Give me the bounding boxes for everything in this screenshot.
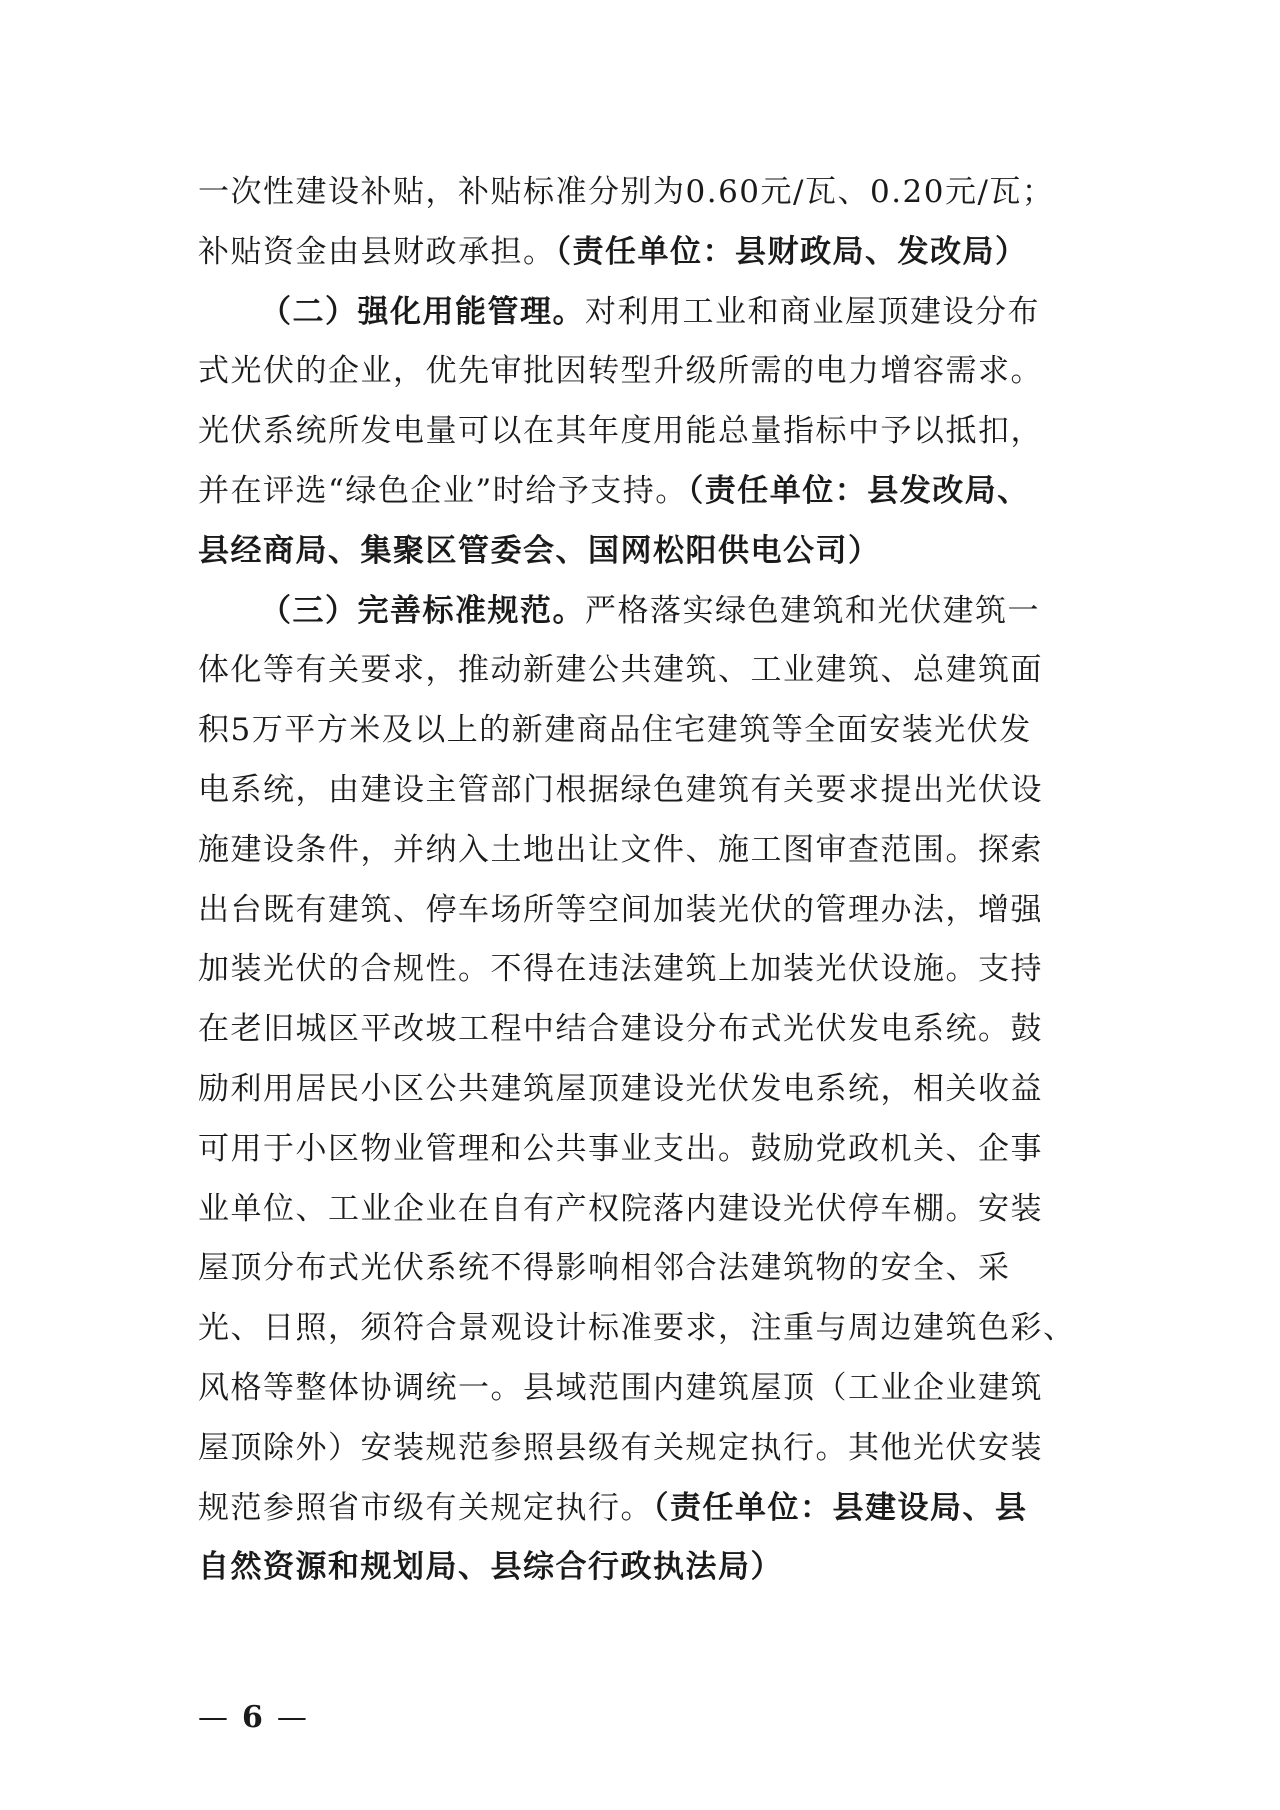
text-line: [198, 342, 1086, 402]
bold-text-segment: 县经商局、集聚区管委会、国网松阳供电公司）: [198, 532, 881, 569]
text-segment: 并在评选“绿色企业”时给予支持。: [198, 472, 688, 509]
text-segment: 加装光伏的合规性。不得在违法建筑上加装光伏设施。支持: [198, 951, 1043, 988]
text-segment: 出台既有建筑、停车场所等空间加装光伏的管理办法，增强: [198, 891, 1043, 928]
text-line: [198, 402, 1086, 462]
page-footer: [198, 1700, 307, 1735]
text-line: [198, 821, 1086, 881]
text-line: [198, 163, 1086, 223]
text-line: [198, 1239, 1086, 1299]
text-line: [198, 641, 1086, 701]
text-segment: 屋顶除外）安装规范参照县级有关规定执行。其他光伏安装: [198, 1429, 1043, 1466]
text-segment: 严格落实绿色建筑和光伏建筑一: [585, 592, 1040, 629]
text-line: [198, 462, 1086, 522]
text-line: [198, 761, 1086, 821]
bold-text-segment: 自然资源和规划局、县综合行政执法局）: [198, 1549, 783, 1586]
bold-text-segment: （责任单位：县建设局、县: [653, 1489, 1028, 1526]
bold-text-segment: （三）完善标准规范。: [260, 592, 585, 629]
text-line: [198, 1479, 1086, 1539]
text-segment: 在老旧城区平改坡工程中结合建设分布式光伏发电系统。鼓: [198, 1011, 1043, 1048]
text-segment: 光、日照，须符合景观设计标准要求，注重与周边建筑色彩、: [198, 1310, 1076, 1347]
text-segment: 励利用居民小区公共建筑屋顶建设光伏发电系统，相关收益: [198, 1070, 1043, 1107]
text-segment: 可用于小区物业管理和公共事业支出。鼓励党政机关、企事: [198, 1130, 1043, 1167]
text-segment: 式光伏的企业，优先审批因转型升级所需的电力增容需求。: [198, 353, 1043, 390]
text-line: [198, 940, 1086, 1000]
text-line: [198, 1000, 1086, 1060]
text-line: [198, 1538, 1086, 1598]
text-line: [198, 1120, 1086, 1180]
text-line: [198, 223, 1086, 283]
bold-text-segment: （责任单位：县财政局、发改局）: [555, 233, 1028, 270]
text-line: [198, 582, 1086, 642]
text-segment: 一次性建设补贴，补贴标准分别为0.60元/瓦、0.20元/瓦；: [198, 174, 1055, 210]
body-text: [198, 163, 1086, 1598]
text-line: [198, 701, 1086, 761]
bold-text-segment: （责任单位：县发改局、: [687, 472, 1030, 509]
bold-text-segment: （二）强化用能管理。: [260, 293, 585, 330]
text-line: [198, 283, 1086, 343]
text-segment: 规范参照省市级有关规定执行。: [198, 1489, 653, 1526]
text-segment: 积5万平方米及以上的新建商品住宅建筑等全面安装光伏发: [198, 712, 1032, 749]
text-line: [198, 1359, 1086, 1419]
text-line: [198, 1299, 1086, 1359]
text-segment: 屋顶分布式光伏系统不得影响相邻合法建筑物的安全、采: [198, 1250, 1011, 1287]
text-line: [198, 1419, 1086, 1479]
text-line: [198, 1180, 1086, 1240]
footer-dash-left: —: [198, 1700, 228, 1735]
text-segment: 施建设条件，并纳入土地出让文件、施工图审查范围。探索: [198, 831, 1043, 868]
text-segment: 光伏系统所发电量可以在其年度用能总量指标中予以抵扣，: [198, 413, 1043, 450]
text-line: [198, 1060, 1086, 1120]
text-line: [198, 522, 1086, 582]
text-segment: 补贴资金由县财政承担。: [198, 233, 556, 270]
text-line: [198, 881, 1086, 941]
footer-dash-right: —: [276, 1700, 307, 1735]
text-segment: 电系统，由建设主管部门根据绿色建筑有关要求提出光伏设: [198, 771, 1043, 808]
text-segment: 体化等有关要求，推动新建公共建筑、工业建筑、总建筑面: [198, 652, 1043, 689]
text-segment: 业单位、工业企业在自有产权院落内建设光伏停车棚。安装: [198, 1190, 1043, 1227]
text-segment: 风格等整体协调统一。县域范围内建筑屋顶（工业企业建筑: [198, 1369, 1043, 1406]
page-number: 6: [242, 1700, 263, 1735]
text-segment: 对利用工业和商业屋顶建设分布: [585, 293, 1040, 330]
